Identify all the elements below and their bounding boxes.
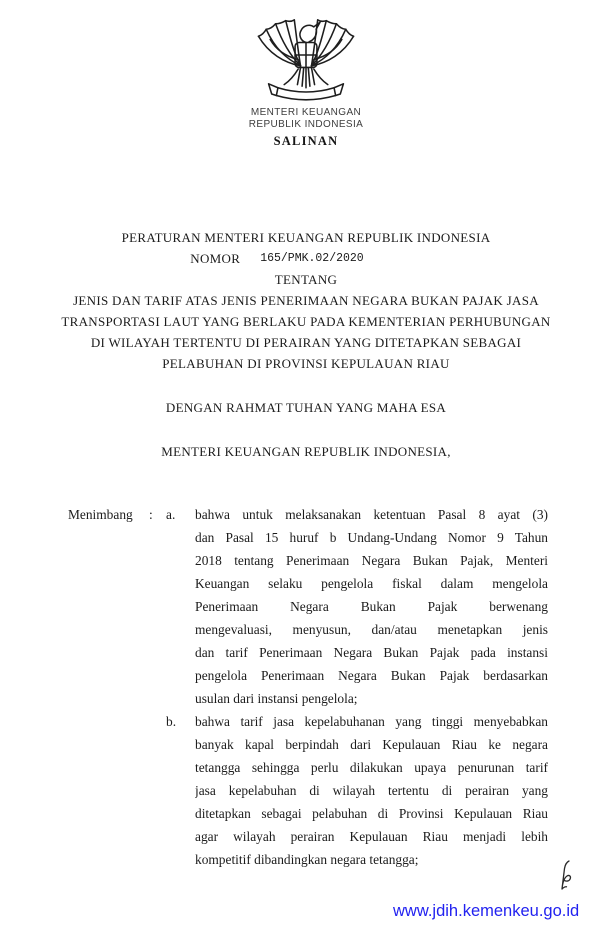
subject-line: JENIS DAN TARIF ATAS JENIS PENERIMAAN NEGARA BUKAN PAJAK JASA [73,293,539,308]
ministry-name-block [0,107,612,130]
consideration-letter-b: b. [166,714,177,729]
regulation-number-row [0,248,583,269]
ministry-line1: MENTERI KEUANGAN [250,107,362,118]
body-text-line: tetangga sehingga perlu dilakukan upaya penurunan tarif [195,760,548,775]
menimbang-label: Menimbang [68,507,133,522]
body-text-line: banyak kapal berpindah dari Kepulauan Riau ke negara [195,737,548,752]
body-text-line: dan Pasal 15 huruf b Undang-Undang Nomor 9 Tahun [195,530,548,545]
regulation-subject [0,290,612,374]
body-text-line: ditetapkan sebagai pelabuhan di Provinsi Kepulauan Riau [195,806,548,821]
subject-line: PELABUHAN DI PROVINSI KEPULAUAN RIAU [162,356,450,371]
body-text-line: Keuangan selaku pengelola fiskal dalam mengelola [195,576,548,591]
subject-line: TRANSPORTASI LAUT YANG BERLAKU PADA KEMENTERIAN PERHUBUNGAN [61,314,551,329]
authority-line: MENTERI KEUANGAN REPUBLIK INDONESIA, [161,444,451,459]
regulation-title-block [0,227,612,374]
body-text-line: Penerimaan Negara Bukan Pajak berwenang [195,599,548,614]
consideration-item-a-text [195,503,548,710]
invocation-line: DENGAN RAHMAT TUHAN YANG MAHA ESA [165,400,447,415]
body-text-line: agar wilayah perairan Kepulauan Riau menjadi lebih [195,829,548,844]
body-text-line: usulan dari instansi pengelola; [195,691,358,706]
body-text-line: pengelola Penerimaan Negara Bukan Pajak berdasarkan [195,668,548,683]
body-text-line: jasa kepelabuhan di wilayah tertentu di perairan yang [195,783,548,798]
body-text-line: bahwa untuk melaksanakan ketentuan Pasal 8 ayat (3) [195,507,548,522]
consideration-letter-a: a. [166,507,176,522]
subject-line: DI WILAYAH TERTENTU DI PERAIRAN YANG DITETAPKAN SEBAGAI [90,335,522,350]
body-text-line: dan tarif Penerimaan Negara Bukan Pajak pada instansi [195,645,548,660]
ministry-line2: REPUBLIK INDONESIA [248,118,364,130]
paraf-initial-mark-icon [554,859,578,893]
nomor-value: 165/PMK.02/2020 [260,252,364,265]
footer-url-link[interactable]: www.jdih.kemenkeu.go.id [393,902,580,920]
body-text-line: kompetitif dibandingkan negara tetangga; [195,852,419,867]
consideration-item-b-text [195,710,548,871]
salinan-copy-stamp: SALINAN [273,134,339,148]
body-text-line: 2018 tentang Penerimaan Negara Bukan Pajak, Menteri [195,553,548,568]
menimbang-colon: : [149,507,153,522]
tentang-label: TENTANG [274,272,338,287]
regulation-title: PERATURAN MENTERI KEUANGAN REPUBLIK INDONESIA [121,230,491,245]
nomor-label: NOMOR [190,251,241,266]
body-text-line: bahwa tarif jasa kepelabuhanan yang tinggi menyebabkan [195,714,548,729]
garuda-pancasila-emblem-icon [251,16,361,108]
body-text-line: mengevaluasi, menyusun, dan/atau menetapkan jenis [195,622,548,637]
